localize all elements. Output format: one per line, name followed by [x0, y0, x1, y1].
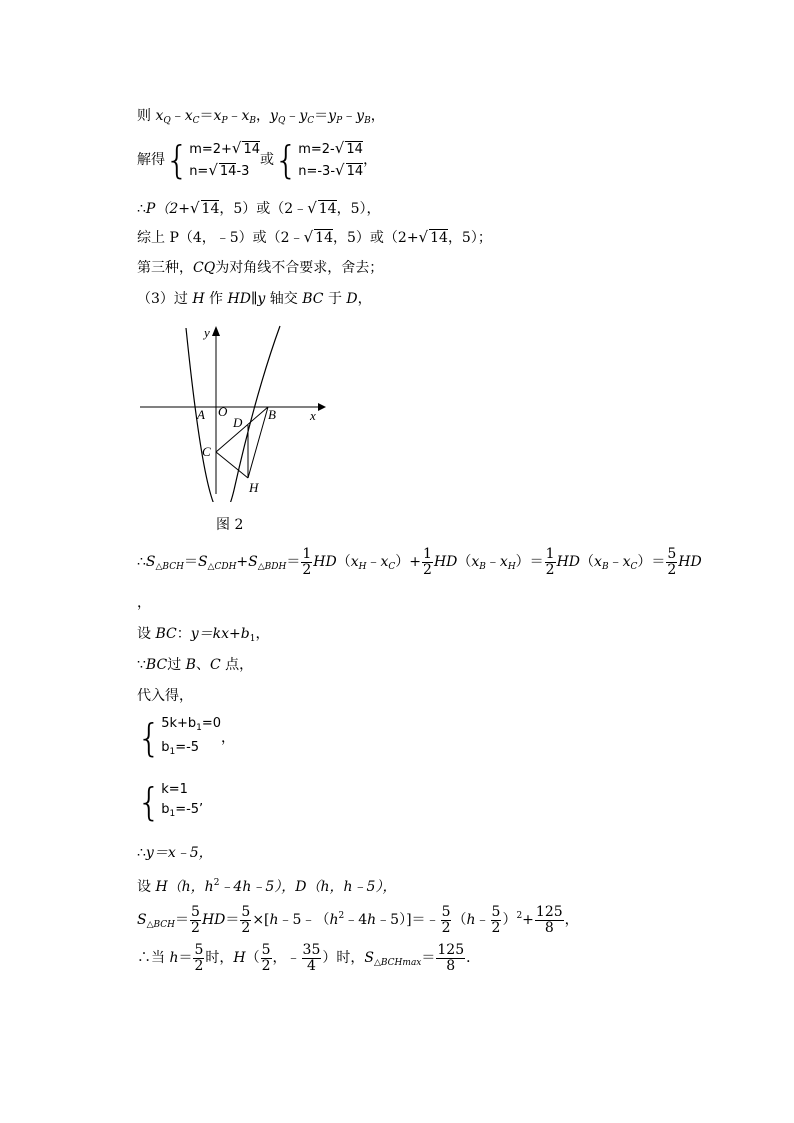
- text: 解得: [137, 152, 165, 168]
- system-1: { $5k+b_1=0$ $b_1=-5$ ，: [137, 716, 236, 760]
- line-6: （3）过 H 作 HD∥y 轴交 BC 于 D，: [137, 291, 372, 307]
- line-bc-passes: ∵BC过 B、C 点，: [137, 657, 254, 673]
- line-4: 综上 P（4，﹣5）或（2﹣√ 14，5）或（2+√ 14，5）；: [137, 228, 492, 246]
- figure-caption: 图 2: [216, 517, 244, 533]
- label-C: C: [202, 444, 211, 459]
- comma-line: ，: [137, 595, 151, 611]
- line-3: ∴P（2+√ 14，5）或（2﹣√ 14，5），: [137, 199, 381, 217]
- text: 则: [137, 108, 151, 124]
- label-D: D: [233, 415, 243, 430]
- line-1: 则 $x_Q﹣x_C=x_P﹣x_B$，$y_Q﹣y_C=y_P﹣y_B$，: [137, 108, 385, 126]
- label-O: O: [218, 404, 228, 419]
- label-x: x: [310, 408, 316, 423]
- line-2-solution: 解得{ m=2+√ 14 n=√ 14-3 或{ m=2-√ 14 n=-3-√ 14 ，: [137, 138, 378, 182]
- figure-2-parabola: [138, 322, 338, 502]
- label-A: A: [197, 407, 205, 422]
- line-area-decomposition: $\therefore S_{\triangle BCH}=S_{\triangle CDH}+S_{\triangle BDH}=$ $\frac{1}{2}$ $HD(x_H﹣x_C)+$ $\frac{1}{2}$ $HD(x_B﹣x_H)=$ $\frac{1}{2}$ $HD(x_B﹣x_C)=$ $\frac{5}{2}$ HD: [137, 545, 702, 578]
- line-set-bc: 设 BC：$y=kx+b_1$，: [137, 626, 270, 644]
- system-2: { k=1 $b_1=-5$’: [137, 780, 204, 824]
- line-5: 第三种，CQ为对角线不合要求，舍去；: [137, 260, 384, 276]
- line-bc-equation: ∴y＝x﹣5，: [137, 845, 213, 861]
- label-B: B: [268, 407, 276, 422]
- line-substitute: 代入得，: [137, 688, 193, 704]
- line-set-h-d: 设 H（h，$h^2﹣4h﹣5$），D（h，h﹣5），: [137, 878, 397, 895]
- text: 或: [260, 152, 275, 168]
- line-conclusion: ∴当 h＝ $\frac{5}{2}$ 时，H（ $\frac{5}{2}$ ，﹣ $\frac{35}{4}$ ）时，$S_{\triangle BCHmax}=$ $\frac{125}{8}$ ．: [137, 941, 481, 974]
- line-area-expression: $S_{\triangle BCH}=$ $\frac{5}{2}$ HD＝ $\frac{5}{2}$ $\times[h﹣5﹣(h^2﹣4h﹣5)]=﹣$ $\frac{5}{2}$ （h﹣ $\frac{5}{2}$ ）$^2$+ $\frac{125}{8}$ ，: [137, 903, 579, 936]
- label-H: H: [249, 480, 259, 495]
- label-y: y: [204, 325, 210, 340]
